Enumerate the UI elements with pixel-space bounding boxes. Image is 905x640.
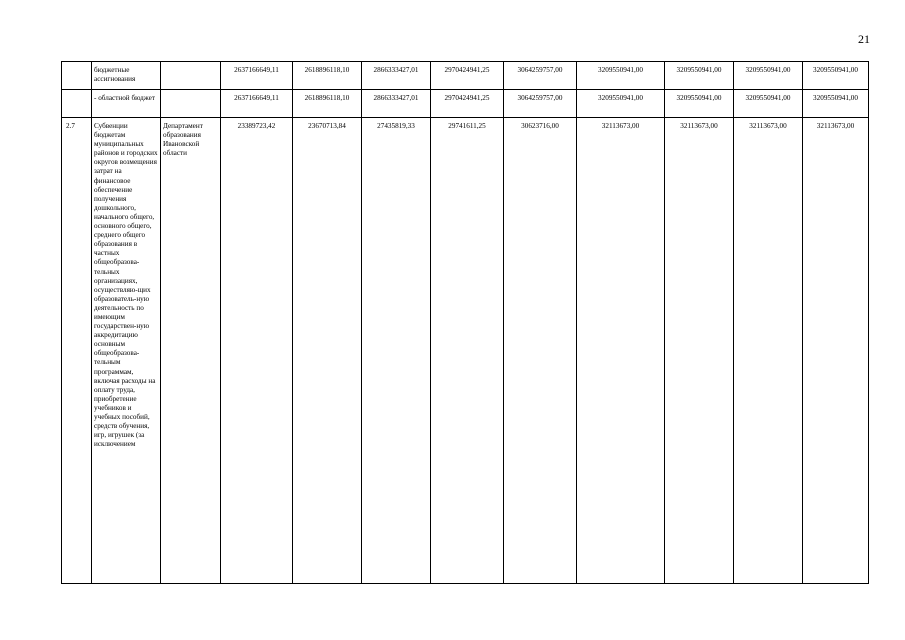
table-row bbox=[62, 118, 869, 584]
budget-table bbox=[61, 61, 869, 584]
row-value-cell: 3209550941,00 bbox=[665, 62, 734, 90]
row-value-cell: 2970424941,25 bbox=[431, 90, 504, 118]
row-value-cell: 2866333427,01 bbox=[362, 62, 431, 90]
row-value-cell: 32113673,00 bbox=[803, 118, 869, 584]
row-value-cell: 23670713,84 bbox=[293, 118, 362, 584]
row-value-cell: 2637166649,11 bbox=[221, 90, 293, 118]
table-row bbox=[62, 90, 869, 118]
row-value-cell: 32113673,00 bbox=[665, 118, 734, 584]
row-value-cell: 32113673,00 bbox=[577, 118, 665, 584]
row-index-cell bbox=[62, 62, 92, 90]
row-name-cell: Субвенции бюджетам муниципальных районов и городских округов возмещения затрат на финансовое обеспечение получения дошкольного, начального общего, основного общего, среднего общего образования в частных общеобразова-тельных организациях, осуществляю-щих образователь-ную деятельность по имеющим государствен-ную аккредитацию основным общеобразова-тельным программам, включая расходы на оплату труда, приобретение учебников и учебных пособий, средств обучения, игр, игрушек (за исключением bbox=[92, 118, 161, 584]
row-executor-cell bbox=[161, 62, 221, 90]
row-value-cell: 3209550941,00 bbox=[734, 62, 803, 90]
row-executor-cell: Департамент образования Ивановской области bbox=[161, 118, 221, 584]
row-value-cell: 3064259757,00 bbox=[504, 90, 577, 118]
row-value-cell: 2618896118,10 bbox=[293, 62, 362, 90]
row-value-cell: 27435819,33 bbox=[362, 118, 431, 584]
row-executor-cell bbox=[161, 90, 221, 118]
row-value-cell: 3064259757,00 bbox=[504, 62, 577, 90]
row-value-cell: 3209550941,00 bbox=[577, 62, 665, 90]
row-value-cell: 3209550941,00 bbox=[577, 90, 665, 118]
row-value-cell: 2866333427,01 bbox=[362, 90, 431, 118]
table-row bbox=[62, 62, 869, 90]
row-value-cell: 3209550941,00 bbox=[803, 62, 869, 90]
row-value-cell: 3209550941,00 bbox=[803, 90, 869, 118]
row-value-cell: 2637166649,11 bbox=[221, 62, 293, 90]
row-value-cell: 3209550941,00 bbox=[734, 90, 803, 118]
row-value-cell: 30623716,00 bbox=[504, 118, 577, 584]
row-index-cell: 2.7 bbox=[62, 118, 92, 584]
row-value-cell: 29741611,25 bbox=[431, 118, 504, 584]
row-value-cell: 2970424941,25 bbox=[431, 62, 504, 90]
page-number: 21 bbox=[858, 32, 870, 46]
row-value-cell: 2618896118,10 bbox=[293, 90, 362, 118]
row-name-cell: бюджетные ассигнования bbox=[92, 62, 161, 90]
row-value-cell: 3209550941,00 bbox=[665, 90, 734, 118]
row-index-cell bbox=[62, 90, 92, 118]
row-value-cell: 23389723,42 bbox=[221, 118, 293, 584]
row-value-cell: 32113673,00 bbox=[734, 118, 803, 584]
row-name-cell: - областной бюджет bbox=[92, 90, 161, 118]
